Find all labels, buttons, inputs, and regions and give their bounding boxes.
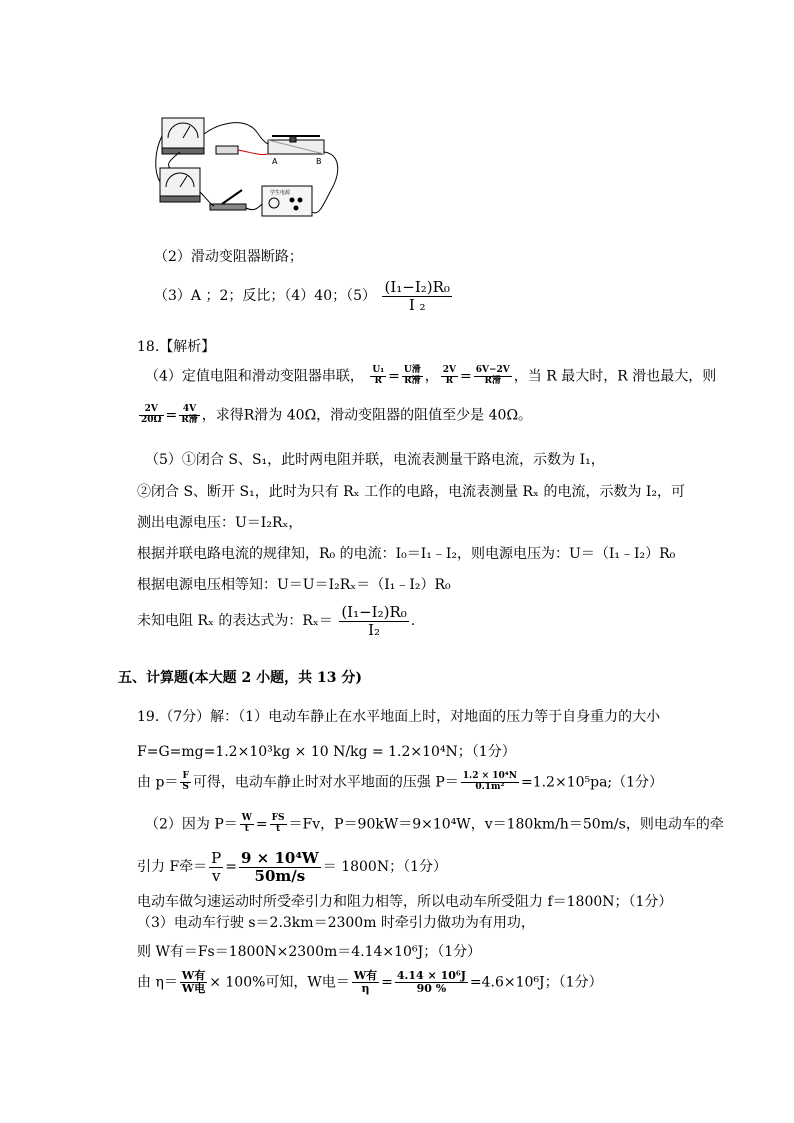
- q18-line3: （5）①闭合 S、S₁，此时两电阻并联，电流表测量干路电流，示数为 I₁，: [145, 452, 605, 468]
- q18-line8: [137, 604, 415, 638]
- q19-frac-w-t: [240, 814, 254, 835]
- frac-num: (I₁−I₂)R₀: [341, 603, 407, 621]
- frac-den: 0.1m²: [475, 781, 505, 792]
- q18-line7: 根据电源电压相等知：U＝U＝I₂Rₓ＝（I₁﹣I₂）R₀: [137, 577, 451, 593]
- q19-line9-text: 由 η＝: [137, 974, 178, 991]
- frac-den: R滑: [181, 414, 198, 425]
- frac-den: v: [211, 866, 221, 885]
- label-a: A: [272, 157, 278, 166]
- q19-line7: （3）电动车行驶 s＝2.3km＝2300m 时牵引力做功为有用功，: [137, 915, 535, 931]
- frac-num: W: [241, 813, 252, 823]
- frac-num: P: [211, 849, 222, 867]
- frac-num: W有: [353, 969, 378, 982]
- frac-den: R: [445, 375, 454, 386]
- q19-line9-mid: × 100%可知，W电＝: [209, 974, 350, 991]
- q19-frac-f-s: [180, 772, 191, 793]
- frac-num: 2V: [442, 365, 457, 375]
- q19-line8: 则 W有＝Fs＝1800N×2300m＝4.14×10⁶J；（1分）: [137, 944, 482, 960]
- equals: =: [381, 974, 393, 991]
- section-title: 五、计算题(本大题 2 小题，共 13 分): [118, 670, 362, 686]
- q19-frac-energy: [395, 970, 468, 995]
- frac-num: U₁: [372, 365, 385, 375]
- fixed-resistor-icon: [216, 146, 238, 154]
- separator: ，: [424, 368, 439, 385]
- answer-17-fraction: [382, 279, 451, 313]
- frac-den: 90 %: [416, 982, 447, 996]
- q18-frac-2v-20ohm: [139, 405, 164, 426]
- frac-den: S: [182, 781, 189, 792]
- q19-frac-fs-t: [270, 814, 287, 835]
- frac-den: R滑: [404, 375, 421, 386]
- q19-line3-tail: =1.2×10⁵pa;（1分）: [520, 774, 664, 791]
- frac-den: R滑: [484, 375, 501, 386]
- q19-line2: F=G=mg=1.2×10³kg × 10 N/kg = 1.2×10⁴N；（1分）: [137, 744, 516, 760]
- answer-17-fraction-den: I ₂: [408, 295, 426, 314]
- answer-17-fraction-num: (I₁−I₂)R₀: [384, 278, 450, 296]
- q18-frac-4v-rslide2: [179, 405, 199, 426]
- q19-line4-text: （2）因为 P＝: [145, 816, 238, 833]
- frac-num: 4.14 × 10⁶J: [396, 969, 466, 982]
- switch-icon: [210, 190, 246, 210]
- q19-frac-pressure: [461, 772, 519, 793]
- q18-line2-text: ，求得R滑为 40Ω，滑动变阻器的阻值至少是 40Ω。: [201, 407, 533, 424]
- q19-line5-tail: ＝ 1800N；（1分）: [322, 859, 447, 875]
- q18-line1: [145, 366, 716, 387]
- q18-line2: [137, 405, 532, 426]
- q19-line3-mid: 可得，电动车静止时对水平地面的压强 P＝: [192, 774, 459, 791]
- q19-line1: 19.（7分）解：（1）电动车静止在水平地面上时，对地面的压力等于自身重力的大小: [137, 709, 661, 725]
- q18-line4: ②闭合 S、断开 S₁，此时为只有 Rₓ 工作的电路，电流表测量 Rₓ 的电流，示数为 I₂，可: [137, 484, 686, 500]
- frac-den: 20Ω: [141, 414, 162, 425]
- frac-num: 9 × 10⁴W: [241, 849, 319, 867]
- rheostat-icon: [268, 136, 324, 154]
- equals: =: [388, 368, 400, 385]
- q18-frac-u1-r: [370, 366, 386, 387]
- answer-17-part3-text: （3）A ；2；反比；（4）40；（5）: [154, 288, 377, 304]
- q19-frac-force: [239, 850, 321, 884]
- q19-line6: 电动车做匀速运动时所受牵引力和阻力相等，所以电动车所受阻力 f＝1800N；（1分）: [137, 894, 673, 910]
- label-b: B: [316, 157, 322, 166]
- q18-line8-text: 未知电阻 Rₓ 的表达式为：Rₓ＝: [137, 613, 333, 629]
- q18-line5: 测出电源电压：U＝I₂Rₓ，: [137, 515, 303, 531]
- q18-line1-tail: ，当 R 最大时，R 滑也最大，则: [513, 368, 717, 385]
- q19-frac-efficiency: [180, 970, 207, 995]
- q18-header: 18.【解析】: [137, 339, 216, 355]
- frac-den: t: [275, 823, 281, 834]
- q19-line9-tail: =4.6×10⁶J；（1分）: [469, 974, 603, 991]
- frac-num: 6V−2V: [475, 365, 510, 375]
- equals: =: [460, 368, 472, 385]
- q18-frac-4v-rslide: [474, 366, 512, 387]
- q18-line6: 根据并联电路电流的规律知，R₀ 的电流：I₀＝I₁﹣I₂，则电源电压为：U＝（I₁﹣I₂）R₀: [137, 546, 676, 562]
- frac-num: W有: [181, 969, 206, 982]
- equals: =: [165, 407, 178, 424]
- equals: =: [225, 859, 237, 875]
- answer-17-part2: （2）滑动变阻器断路；: [154, 249, 303, 265]
- frac-num: U滑: [403, 365, 421, 375]
- q19-line3: [137, 772, 663, 793]
- frac-den: W电: [181, 982, 206, 996]
- q18-rx-fraction: [339, 604, 408, 638]
- answer-17-part3: [154, 279, 454, 313]
- q19-frac-p-v: [209, 850, 223, 884]
- equals: =: [255, 816, 268, 833]
- q19-line5-text: 引力 F牵＝: [137, 859, 208, 875]
- frac-num: 1.2 × 10⁴N: [462, 771, 517, 781]
- q18-line1-text: （4）定值电阻和滑动变阻器串联，: [145, 368, 364, 385]
- frac-num: 4V: [179, 405, 199, 416]
- q19-line4: [145, 814, 724, 835]
- q19-frac-w-eta: [352, 970, 379, 995]
- frac-den: 50m/s: [254, 866, 306, 885]
- supply-label: 学生电源: [270, 190, 291, 196]
- q19-line5: [137, 850, 447, 884]
- q19-line3-text: 由 p＝: [137, 774, 179, 791]
- frac-num: F: [180, 772, 191, 783]
- q19-line9: [137, 970, 603, 995]
- frac-den: I₂: [368, 620, 381, 639]
- frac-num: FS: [271, 813, 285, 823]
- q18-frac-uslide-rslide: [402, 366, 423, 387]
- frac-den: t: [244, 823, 249, 834]
- frac-den: R: [374, 375, 383, 386]
- q19-line4-tail: ＝Fv，P＝90kW＝9×10⁴W，v＝180km/h＝50m/s，则电动车的牵: [288, 816, 724, 833]
- circuit-diagram: [150, 112, 350, 220]
- q18-line8-period: .: [410, 613, 416, 629]
- frac-num: 2V: [139, 405, 164, 416]
- frac-den: η: [361, 982, 370, 996]
- q18-frac-2v-r: [441, 366, 458, 387]
